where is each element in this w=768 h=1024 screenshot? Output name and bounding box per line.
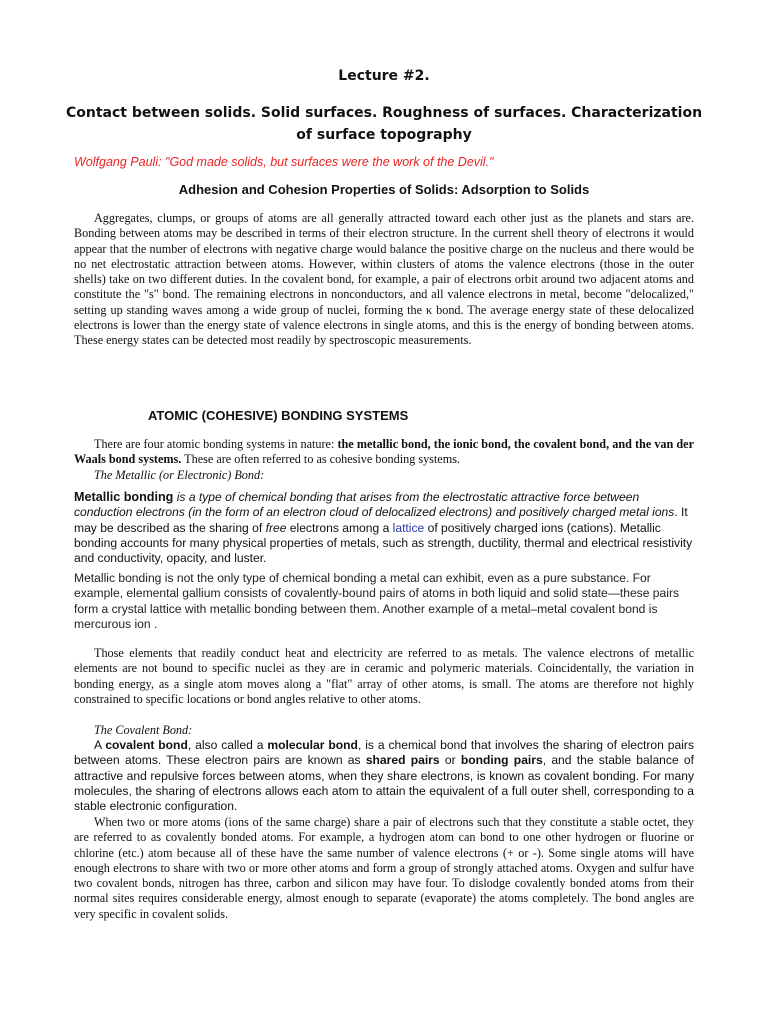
subheading-metallic-bond: The Metallic (or Electronic) Bond: — [94, 468, 265, 482]
paragraph-gallium: Metallic bonding is not the only type of chemical bonding a metal can exhibit, even as a pure substance. For example, elemental gallium consists of covalently-bound pairs of atoms in both liquid and solid state—these pairs form a crystal lattice with metallic bonding between them. Another example of a metal–metal covalent bond is mercurous ion . — [74, 571, 680, 631]
metallic-text-3: of positively charged ions (cations). Metallic bonding accounts for many physical properties of metals, such as strength, ductility, thermal and electrical resistivity and conductivity, opacity, and luster. — [74, 520, 693, 566]
paragraph-aggregates: Aggregates, clumps, or groups of atoms are all generally attracted toward each other just as the planets and stars are. Bonding between atoms may be described in terms of their electron structure. In the current shell theory of electrons it would appear that the number of electrons with negative charge would balance the positive charge on the nucleus and there would be no net electrostatic attraction between atoms. However, within clusters of atoms the valence electrons (those in the outer shells) take on two different duties. In the covalent bond, for example, a pair of electrons orbit around two adjacent atoms and constitute the "s" bond. The remaining electrons in nonconductors, and all valence electrons in metal, become "delocalized," setting up standing waves among a wide group of nuclei, forming the κ bond. The average energy state of these delocalized electrons is lower than the energy state of valence electrons in single atoms, and this is the energy of bonding between atoms. These energy states can be detected most readily by spectroscopic measurements. — [74, 211, 694, 348]
paragraph-metallic-bonding — [74, 490, 694, 566]
cov-text-d: or — [439, 753, 461, 768]
para2-bold-list: the metallic bond, the ionic bond, the covalent bond, and the van der Waals bond systems. — [74, 437, 694, 467]
metallic-text-1: . It may be described as the sharing of — [74, 505, 688, 535]
paragraph-metals: Those elements that readily conduct heat and electricity are referred to as metals. The valence electrons of metallic elements are not bound to specific nuclei as they are in ceramic and polymeric materials. Coincidentally, the variation in bonding energy, as a single atom moves along a "flat" array of other atoms, is small. The atoms are therefore not highly constrained to specific locations or bond angles relative to other atoms. — [74, 646, 694, 706]
section-heading-bonding-systems: ATOMIC (COHESIVE) BONDING SYSTEMS — [148, 408, 409, 423]
section-heading-adhesion: Adhesion and Cohesion Properties of Solids: Adsorption to Solids — [178, 182, 590, 197]
term-bonding-pairs: bonding pairs — [460, 753, 543, 768]
para2-lead: There are four atomic bonding systems in nature: — [94, 437, 338, 451]
cov-text-b: , also called a — [187, 738, 268, 752]
term-free: free — [265, 520, 287, 535]
page-title: Lecture #2. — [338, 68, 430, 84]
metallic-definition: is a type of chemical bonding that arises from the electrostatic attractive force between conduction electrons (in the form of an electron cloud of delocalized electrons) and positively charged metal ions — [74, 490, 675, 520]
term-shared-pairs: shared pairs — [365, 753, 440, 768]
paragraph-four-bonding-systems — [74, 437, 694, 468]
lattice-link[interactable]: lattice — [392, 520, 425, 535]
term-covalent-bond: covalent bond — [105, 738, 188, 752]
term-molecular-bond: molecular bond — [267, 738, 358, 752]
metallic-text-2: electrons among a — [286, 520, 393, 535]
page-subtitle: Contact between solids. Solid surfaces. Roughness of surfaces. Characterization of surface topography — [65, 105, 703, 143]
cov-text-e: , and the stable balance of attractive and repulsive forces between atoms, when they share electrons, is known as covalent bonding. For many molecules, the sharing of electrons allows each atom to attain the equivalent of a full outer shell, corresponding to a stable electronic configuration. — [74, 753, 695, 814]
paragraph-octet: When two or more atoms (ions of the same charge) share a pair of electrons such that they constitute a stable octet, they are referred to as covalently bonded atoms. For example, a hydrogen atom can bond to one other hydrogen or fluorine or chlorine (etc.) atom because all of these have the same number of valence electrons (+ or -). Some single atoms will have enough electrons to share with two or more other atoms and form a group of strongly attached atoms. Oxygen and sulfur have two covalent bonds, nitrogen has three, carbon and silicon may have four. To dislodge covalently bonded atoms from their normal sites requires considerable energy, almost enough to separate (evaporate) the atoms completely. The bond angles are very specific in covalent solids. — [74, 815, 694, 921]
term-metallic-bonding: Metallic bonding — [74, 490, 174, 504]
subheading-covalent-bond: The Covalent Bond: — [94, 723, 193, 737]
epigraph-quote: Wolfgang Pauli: "God made solids, but surfaces were the work of the Devil." — [74, 155, 494, 169]
cov-text-c: , is a chemical bond that involves the sharing of electron pairs between atoms. These electron pairs are known as — [74, 738, 695, 768]
cov-text-a: A — [94, 738, 106, 752]
paragraph-covalent-bond — [74, 738, 694, 814]
para2-tail: These are often referred to as cohesive bonding systems. — [181, 452, 460, 467]
